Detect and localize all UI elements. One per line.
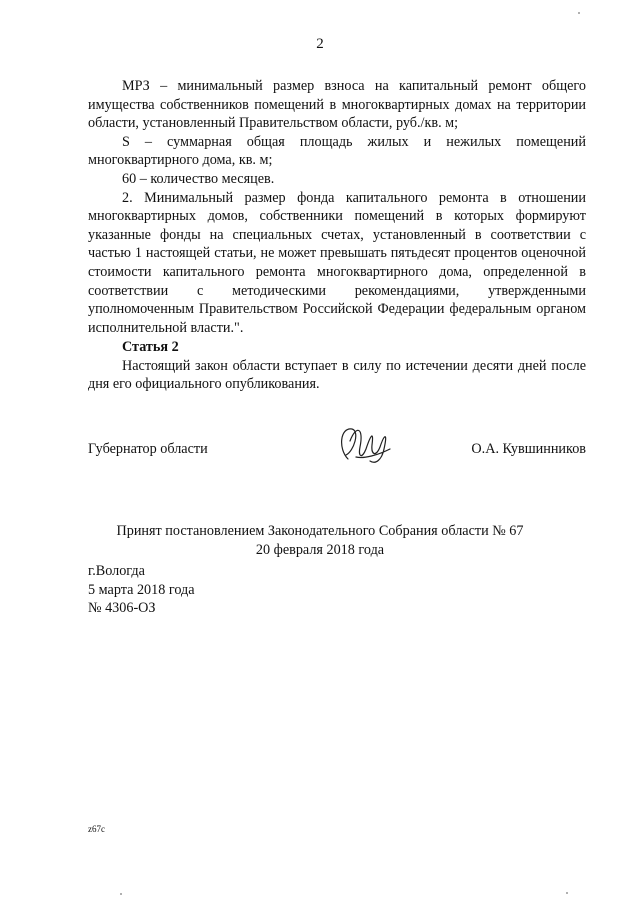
adoption-line-1: Принят постановлением Законодательного Собрания области № 67	[116, 523, 524, 539]
article-text: Настоящий закон области вступает в силу по истечении десяти дней после дня его официального опубликования.	[88, 357, 586, 393]
footer-code: z67c	[88, 824, 105, 834]
scan-speck	[566, 892, 568, 894]
signing-date: 5 марта 2018 года	[88, 581, 195, 598]
scan-speck	[120, 893, 122, 895]
scan-speck	[578, 12, 580, 14]
article-heading: Статья 2	[122, 339, 179, 355]
adoption-line-2: 20 февраля 2018 года	[255, 541, 385, 558]
law-registration	[88, 562, 195, 618]
paragraph-60: 60 – количество месяцев.	[122, 170, 275, 187]
signer-name: О.А. Кувшинников	[471, 441, 586, 457]
handwritten-signature-icon	[334, 419, 396, 469]
city: г.Вологда	[88, 563, 145, 579]
law-text-continuation	[88, 77, 586, 337]
signer-position: Губернатор области	[88, 441, 208, 457]
law-number: № 4306-ОЗ	[88, 600, 156, 617]
paragraph-part-2: 2. Минимальный размер фонда капитального ремонта в отношении многоквартирных домов, собственники помещений в которых формируют указанные фонды на специальных счетах, установленный в соответствии с частью 1 настоящей статьи, не может превышать пятьдесят процентов оценочной стоимости капитального ремонта многоквартирного дома, определенной в соответствии с методическими рекомендациями, утвержденными уполномоченным Правительством Российской Федерации федеральным органом исполнительной власти.".	[88, 189, 586, 336]
page-number: 2	[316, 36, 324, 52]
paragraph-mrz: МРЗ – минимальный размер взноса на капитальный ремонт общего имущества собственников помещений в многоквартирных домах на территории области, установленный Правительством области, руб./кв. м;	[88, 78, 586, 132]
adoption-note	[0, 522, 640, 559]
paragraph-s: S – суммарная общая площадь жилых и нежилых помещений многоквартирного дома, кв. м;	[88, 133, 586, 169]
article-2	[88, 338, 586, 394]
